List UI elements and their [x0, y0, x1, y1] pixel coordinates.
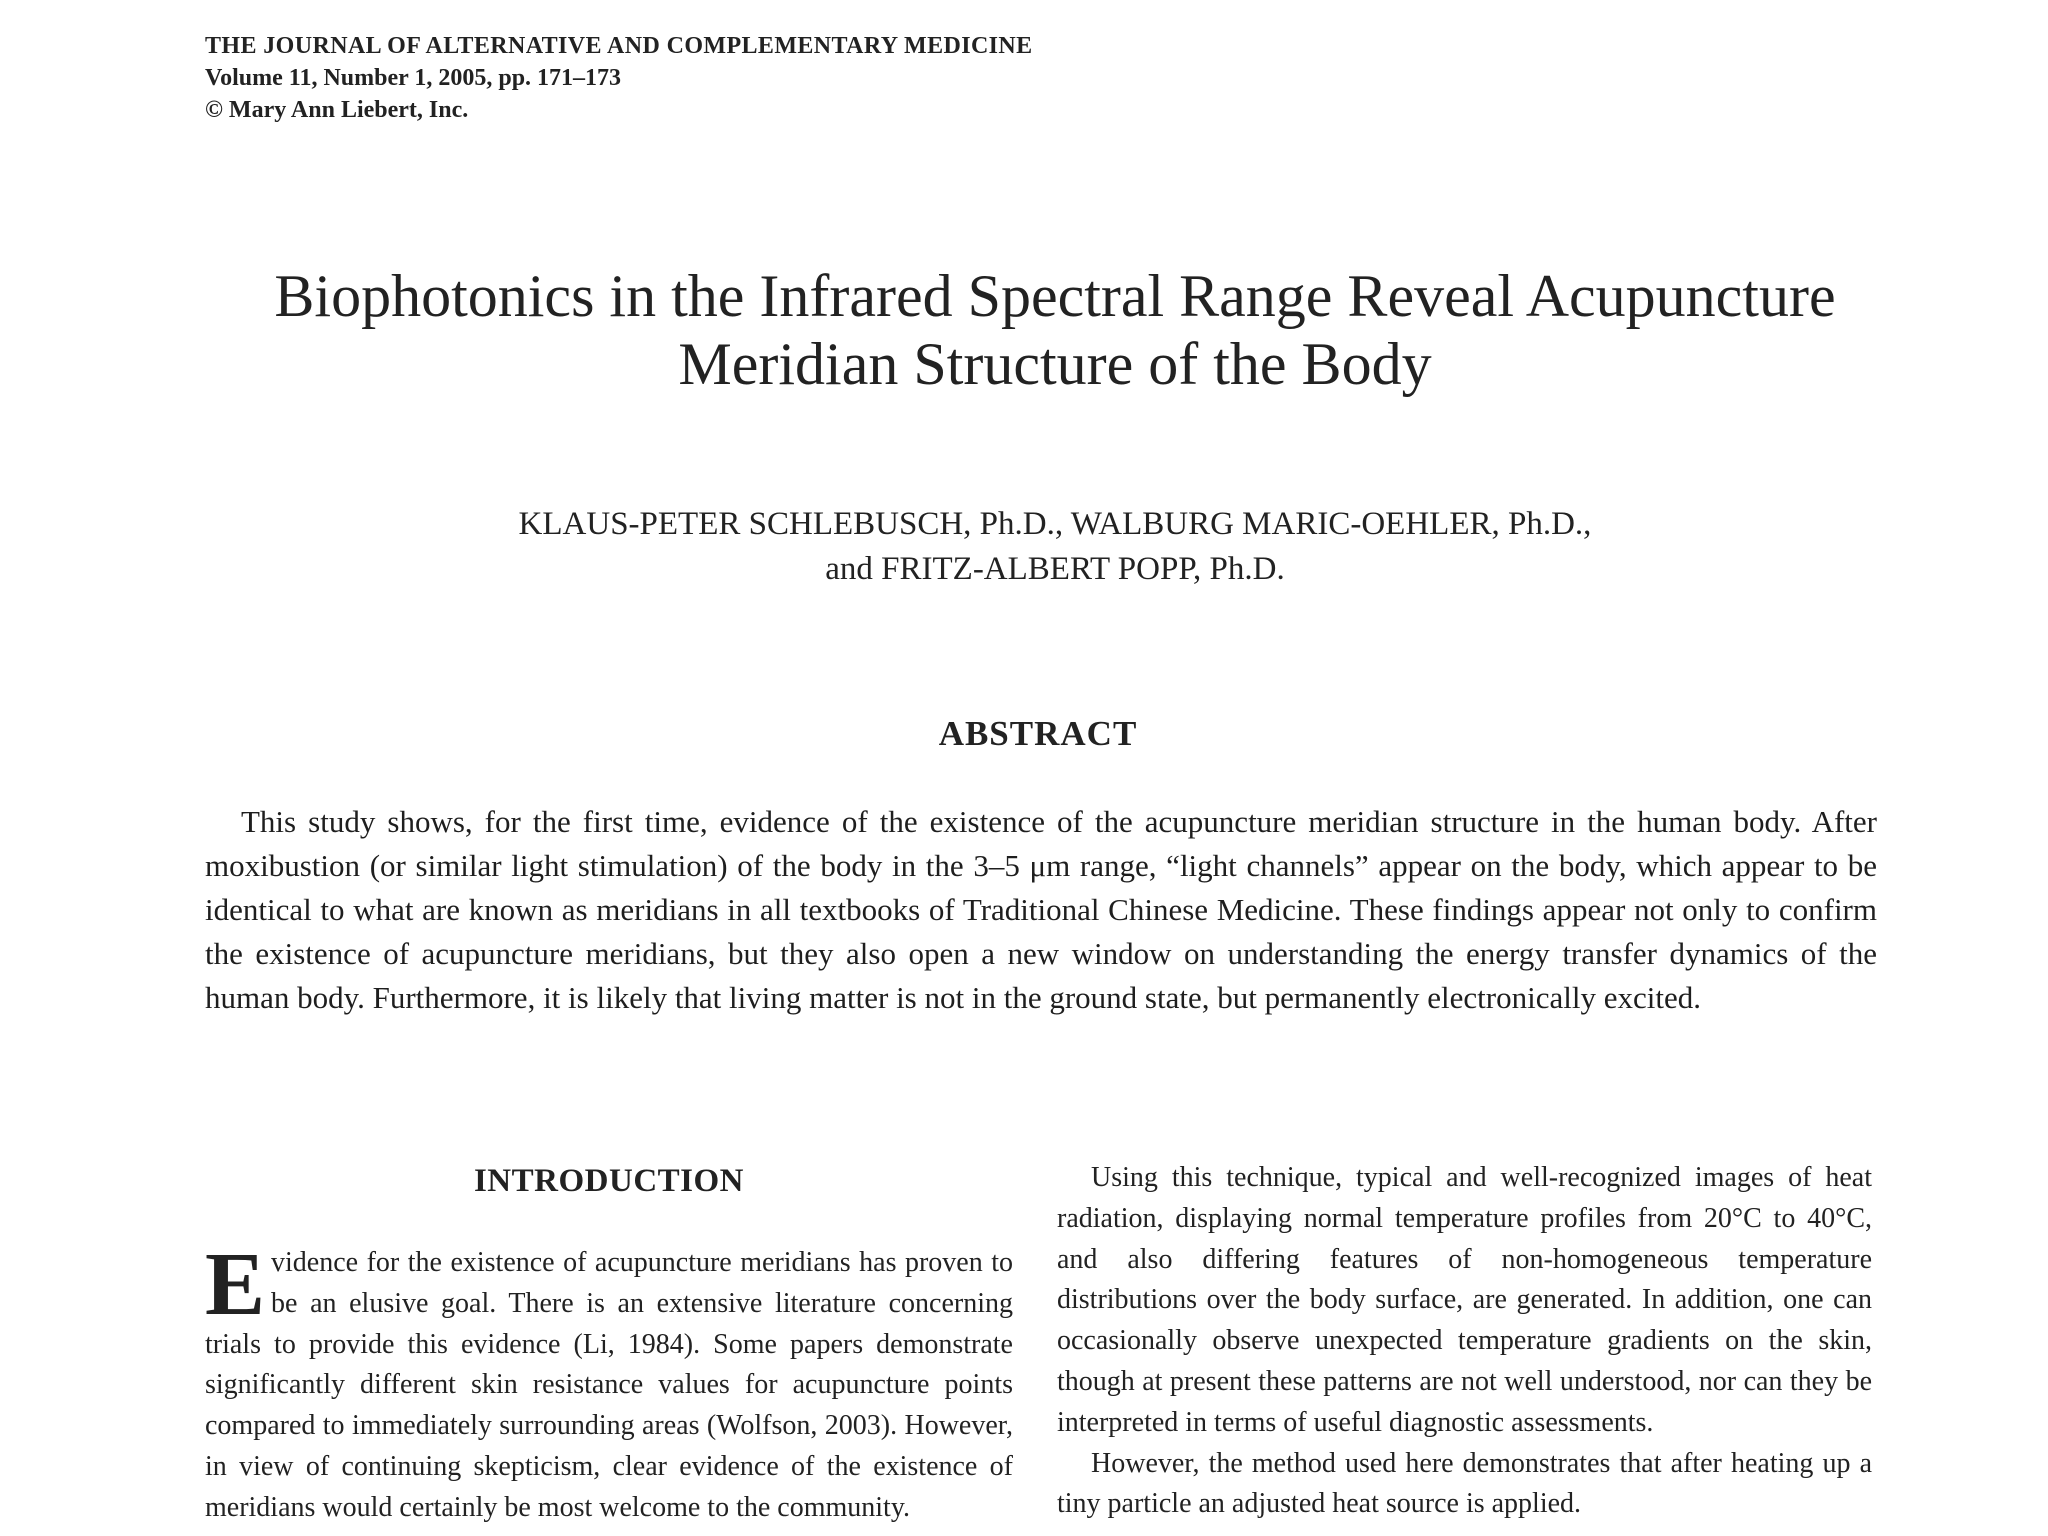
drop-cap: E — [205, 1235, 266, 1334]
authors-line-2: and FRITZ-ALBERT POPP, Ph.D. — [825, 551, 1285, 587]
introduction-left-column — [205, 1235, 1013, 1529]
journal-header — [205, 30, 1033, 126]
introduction-left-text: vidence for the existence of acupuncture meridians has proven to be an elusive goal. There is an extensive literature concerning trials to provide this evidence (Li, 1984). Some papers demonstrate significantly different skin resistance values for acupuncture points compared to immediately surrounding areas (Wolfson, 2003). However, in view of continuing skepticism, clear evidence of the existence of meridians would certainly be most welcome to the community. — [205, 1247, 1013, 1523]
title-line-2: Meridian Structure of the Body — [678, 331, 1432, 397]
introduction-right-column — [1057, 1158, 1872, 1525]
right-paragraph-1: Using this technique, typical and well-recognized images of heat radiation, displaying normal temperature profiles from 20°C to 40°C, and also differing features of non-homogeneous temperature distributions over the body surface, are generated. In addition, one can occasionally observe unexpected temperature gradients on the skin, though at present these patterns are not well understood, nor can they be interpreted in terms of useful diagnostic assessments. — [1057, 1162, 1872, 1438]
abstract-text: This study shows, for the first time, evidence of the existence of the acupuncture meridian structure in the human body. After moxibustion (or similar light stimulation) of the body in the 3–5 μm range, “light channels” appear on the body, which appear to be identical to what are known as meridians in all textbooks of Traditional Chinese Medicine. These findings appear not only to confirm the existence of acupuncture meridians, but they also open a new window on understanding the energy transfer dynamics of the human body. Furthermore, it is likely that living matter is not in the ground state, but permanently electronically excited. — [205, 804, 1877, 1015]
abstract-heading: ABSTRACT — [938, 714, 1138, 753]
introduction-paragraph — [205, 1235, 1013, 1529]
right-paragraph-2: However, the method used here demonstrates that after heating up a tiny particle an adjusted heat source is applied. — [1057, 1447, 1872, 1520]
article-authors — [200, 502, 1910, 592]
introduction-heading: INTRODUCTION — [473, 1163, 745, 1199]
authors-line-1: KLAUS-PETER SCHLEBUSCH, Ph.D., WALBURG MARIC-OEHLER, Ph.D., — [518, 506, 1592, 542]
journal-volume: Volume 11, Number 1, 2005, pp. 171–173 — [205, 65, 622, 91]
journal-copyright: © Mary Ann Liebert, Inc. — [205, 97, 469, 123]
article-title — [150, 262, 1960, 398]
journal-name: THE JOURNAL OF ALTERNATIVE AND COMPLEMENTARY MEDICINE — [205, 33, 1033, 59]
title-line-1: Biophotonics in the Infrared Spectral Range Reveal Acupuncture — [274, 263, 1836, 329]
